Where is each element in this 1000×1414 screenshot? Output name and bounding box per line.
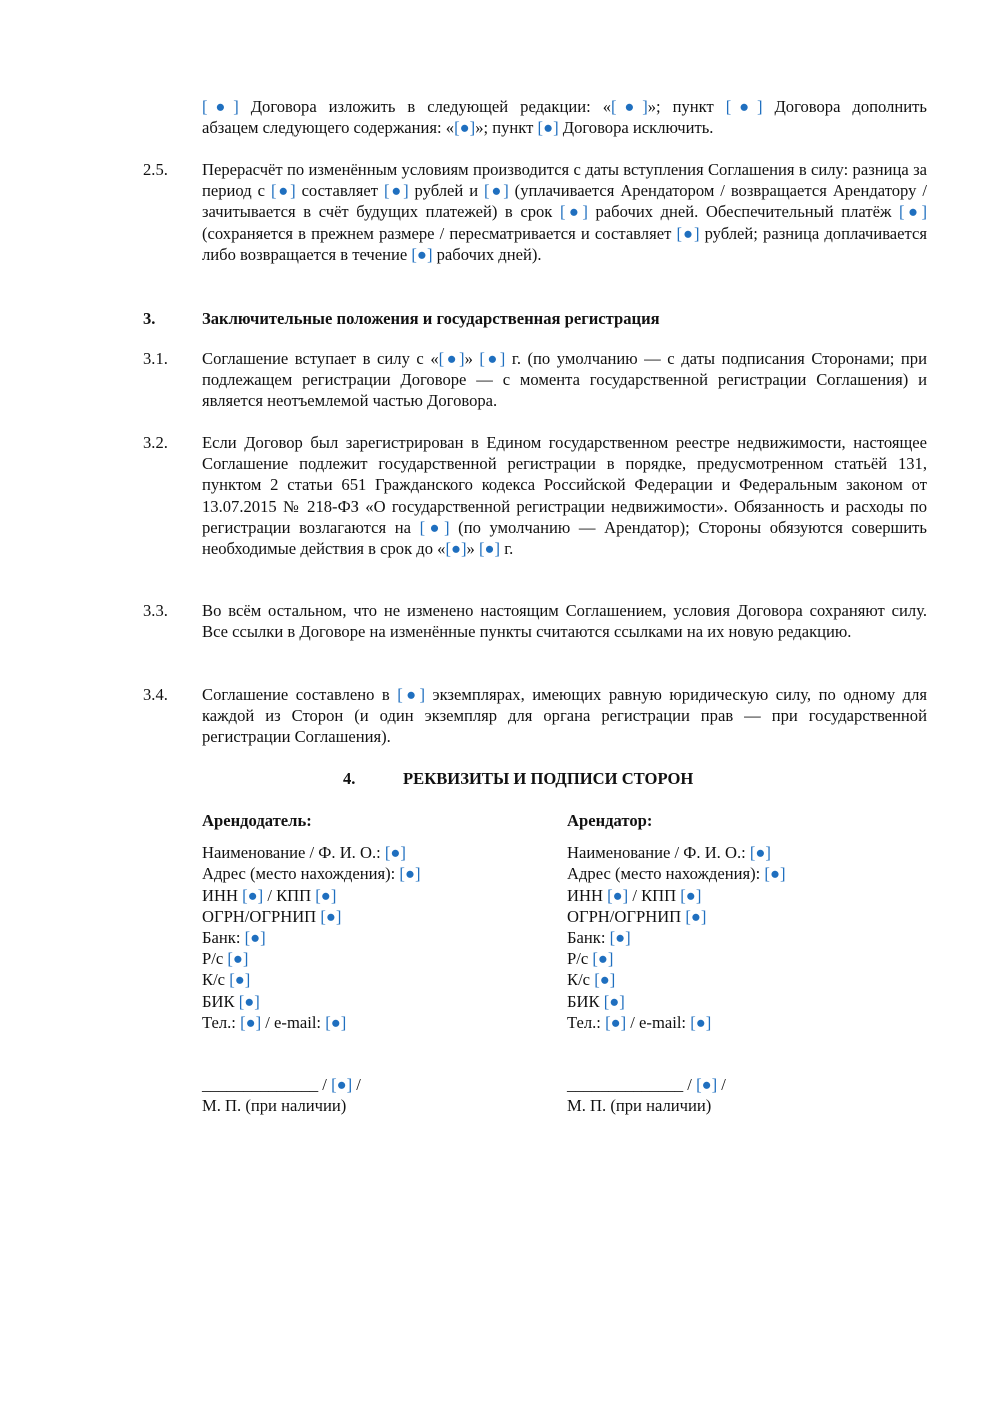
placeholder-mark[interactable]: [●] xyxy=(320,906,342,926)
tenant-stamp-note: М. П. (при наличии) xyxy=(567,1096,712,1116)
clause-number: 3.2. xyxy=(143,433,168,452)
placeholder-mark[interactable]: [●] xyxy=(438,349,465,368)
text-run: »; пункт xyxy=(475,118,538,137)
tenant-ks-line: К/с [●] xyxy=(567,970,616,990)
text-run: рублей; разница доплачивается либо возвращается в течение xyxy=(202,223,927,264)
landlord-name-line: Наименование / Ф. И. О.: [●] xyxy=(202,843,406,863)
section-number: 3. xyxy=(143,309,156,328)
clause-number: 3.1. xyxy=(143,349,168,368)
tenant-address-line: Адрес (место нахождения): [●] xyxy=(567,864,786,884)
clause-number: 3.3. xyxy=(143,601,168,620)
placeholder-mark[interactable]: [●] xyxy=(725,97,763,116)
text-run: Во всём остальном, что не изменено настоящим Соглашением, условия Договора сохраняют силу. Все ссылки в Договоре на изменённые пункты считаются ссылками на их новую редакцию. xyxy=(202,601,927,642)
tenant-signature-block xyxy=(567,1074,897,1116)
placeholder-mark[interactable]: [●] xyxy=(537,118,559,137)
placeholder-mark[interactable]: [●] xyxy=(594,970,616,990)
placeholder-mark[interactable]: [●] xyxy=(479,349,506,368)
section-title: Заключительные положения и государственная регистрация xyxy=(202,309,660,328)
placeholder-mark[interactable]: [●] xyxy=(325,1012,347,1032)
text-run: г. xyxy=(500,539,514,559)
tenant-rs-line: Р/с [●] xyxy=(567,949,614,969)
text-run: Договора исключить. xyxy=(558,118,714,137)
landlord-details xyxy=(202,810,532,1033)
placeholder-mark[interactable]: [●] xyxy=(240,1012,262,1032)
text-run: Договора дополнить xyxy=(762,97,927,116)
text-run: » xyxy=(464,349,480,368)
placeholder-mark[interactable]: [●] xyxy=(605,1012,627,1032)
placeholder-mark[interactable]: [●] xyxy=(454,118,476,137)
clause-text xyxy=(202,159,927,265)
clause-text xyxy=(202,600,927,642)
landlord-address-line: Адрес (место нахождения): [●] xyxy=(202,864,421,884)
text-run: (по умолчанию — Арендатор); Стороны обязуются совершить необходимые действия в срок до « xyxy=(202,517,928,559)
placeholder-mark[interactable]: [●] xyxy=(242,885,264,905)
continuation-line-1 xyxy=(202,96,927,117)
landlord-contacts-line: Тел.: [●] / e-mail: [●] xyxy=(202,1012,347,1032)
landlord-title: Арендодатель: xyxy=(202,811,312,830)
tenant-ogrn-line: ОГРН/ОГРНИП [●] xyxy=(567,906,707,926)
text-run: экземплярах, имеющих равную юридическую силу, по одному для каждой из Сторон (и один экземпляр для органа регистрации прав — при государственной регистрации Соглашения). xyxy=(202,685,927,747)
text-run: » xyxy=(466,539,479,559)
placeholder-mark[interactable]: [●] xyxy=(331,1075,353,1094)
text-run: Если Договор был зарегистрирован в Едином государственном реестре недвижимости, настоящее Соглашение подлежит государственной регистрации в порядке, предусмотренном статьёй 131, пунктом 2 статьи 651 Гражданского кодекса Российской Федерации и Федеральным законом от 13.07.2015 № 218-ФЗ «О государственной регистрации недвижимости». Обязанность и расходы по регистрации возлагаются на xyxy=(202,433,927,537)
text-run: рублей и xyxy=(408,181,485,201)
text-run: (уплачивается Арендатором / возвращается Арендатору / зачитывается в счёт будущих платежей) в срок xyxy=(202,181,927,222)
text-run: Договора изложить в следующей редакции: « xyxy=(238,97,611,116)
text-run: рабочих дней). xyxy=(432,244,542,264)
placeholder-mark[interactable]: [●] xyxy=(559,202,588,222)
text-run: рабочих дней. Обеспечительный платёж xyxy=(587,202,900,222)
placeholder-mark[interactable]: [●] xyxy=(676,223,700,243)
clause-text xyxy=(202,432,927,559)
tenant-bank-line: Банк: [●] xyxy=(567,928,631,948)
tenant-title: Арендатор: xyxy=(567,811,653,830)
clause-text xyxy=(202,684,927,748)
landlord-ks-line: К/с [●] xyxy=(202,970,251,990)
placeholder-mark[interactable]: [●] xyxy=(397,685,425,704)
placeholder-mark[interactable]: [●] xyxy=(227,949,249,969)
landlord-stamp-note: М. П. (при наличии) xyxy=(202,1096,347,1116)
text-run: Перерасчёт по изменённым условиям производится с даты вступления Соглашения в силу: разница за период с xyxy=(202,160,927,201)
landlord-bank-line: Банк: [●] xyxy=(202,928,266,948)
placeholder-mark[interactable]: [●] xyxy=(383,181,409,201)
landlord-ogrn-line: ОГРН/ОГРНИП [●] xyxy=(202,906,342,926)
tenant-contacts-line: Тел.: [●] / e-mail: [●] xyxy=(567,1012,712,1032)
section-number: 4. xyxy=(343,769,356,788)
placeholder-mark[interactable]: [●] xyxy=(384,843,406,863)
clause-text xyxy=(202,348,927,412)
placeholder-mark[interactable]: [●] xyxy=(680,885,702,905)
placeholder-mark[interactable]: [●] xyxy=(696,1075,718,1094)
placeholder-mark[interactable]: [●] xyxy=(484,181,509,201)
placeholder-mark[interactable]: [●] xyxy=(419,517,450,537)
placeholder-mark[interactable]: [●] xyxy=(202,97,239,116)
placeholder-mark[interactable]: [●] xyxy=(229,970,251,990)
tenant-details xyxy=(567,810,897,1033)
tenant-signature-line: ______________ / [●] / xyxy=(567,1075,726,1094)
placeholder-mark[interactable]: [●] xyxy=(479,539,501,559)
placeholder-mark[interactable]: [●] xyxy=(315,885,337,905)
landlord-signature-line: ______________ / [●] / xyxy=(202,1075,361,1094)
section-title: РЕКВИЗИТЫ И ПОДПИСИ СТОРОН xyxy=(403,769,694,788)
text-run: Соглашение вступает в силу с « xyxy=(202,349,439,368)
tenant-bik-line: БИК [●] xyxy=(567,991,625,1011)
placeholder-mark[interactable]: [●] xyxy=(764,864,786,884)
text-run: Соглашение составлено в xyxy=(202,685,398,704)
placeholder-mark[interactable]: [●] xyxy=(592,949,614,969)
text-run: (сохраняется в прежнем размере / пересматривается и составляет xyxy=(202,223,677,243)
text-run: составляет xyxy=(295,181,384,201)
continuation-line-2 xyxy=(202,117,927,138)
text-run: абзацем следующего содержания: « xyxy=(202,118,455,137)
placeholder-mark[interactable]: [●] xyxy=(899,202,927,222)
clause-number: 3.4. xyxy=(143,685,168,704)
placeholder-mark[interactable]: [●] xyxy=(609,928,631,948)
landlord-signature-block xyxy=(202,1074,532,1116)
placeholder-mark[interactable]: [●] xyxy=(749,843,771,863)
placeholder-mark[interactable]: [●] xyxy=(607,885,629,905)
landlord-bik-line: БИК [●] xyxy=(202,991,260,1011)
placeholder-mark[interactable]: [●] xyxy=(685,906,707,926)
tenant-inn-kpp-line: ИНН [●] / КПП [●] xyxy=(567,885,702,905)
placeholder-mark[interactable]: [●] xyxy=(270,181,296,201)
tenant-name-line: Наименование / Ф. И. О.: [●] xyxy=(567,843,771,863)
placeholder-mark[interactable]: [●] xyxy=(690,1012,712,1032)
placeholder-mark[interactable]: [●] xyxy=(603,991,625,1011)
placeholder-mark[interactable]: [●] xyxy=(411,244,433,264)
text-run: »; пункт xyxy=(647,97,726,116)
placeholder-mark[interactable]: [●] xyxy=(399,864,421,884)
text-run: г. (по умолчанию — с даты подписания Сторонами; при подлежащем регистрации Договоре — с момента государственной регистрации Соглашения) и является неотъемлемой частью Договора. xyxy=(202,349,927,411)
landlord-rs-line: Р/с [●] xyxy=(202,949,249,969)
placeholder-mark[interactable]: [●] xyxy=(244,928,266,948)
placeholder-mark[interactable]: [●] xyxy=(445,539,467,559)
landlord-inn-kpp-line: ИНН [●] / КПП [●] xyxy=(202,885,337,905)
placeholder-mark[interactable]: [●] xyxy=(238,991,260,1011)
placeholder-mark[interactable]: [●] xyxy=(611,97,648,116)
clause-number: 2.5. xyxy=(143,160,168,179)
